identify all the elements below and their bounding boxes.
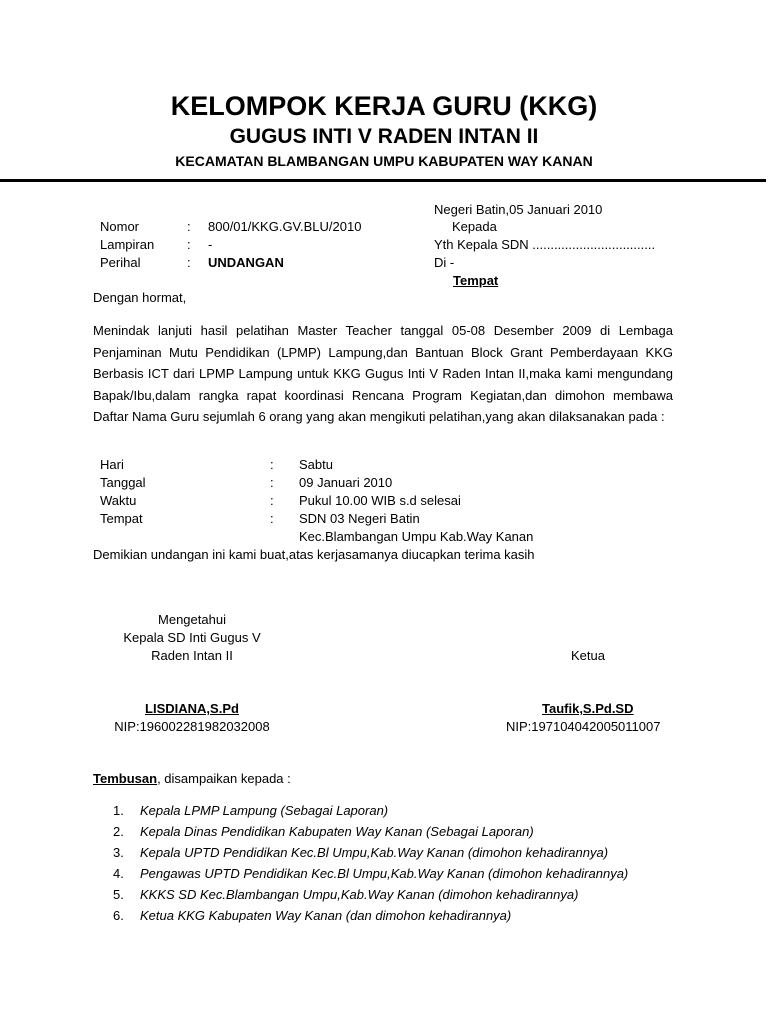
list-item	[113, 800, 628, 821]
list-item-number: 3.	[113, 845, 124, 860]
tembusan-list	[113, 800, 628, 926]
nomor-value: 800/01/KKG.GV.BLU/2010	[208, 219, 362, 234]
perihal-label: Perihal	[100, 255, 141, 270]
perihal-value: UNDANGAN	[208, 255, 284, 270]
list-item-text: KKKS SD Kec.Blambangan Umpu,Kab.Way Kanan (dimohon kehadirannya)	[140, 887, 579, 902]
list-item-text: Pengawas UPTD Pendidikan Kec.Bl Umpu,Kab.Way Kanan (dimohon kehadirannya)	[140, 866, 629, 881]
recipient-di: Di -	[434, 255, 455, 270]
list-item-number: 6.	[113, 908, 124, 923]
list-item-text: Ketua KKG Kabupaten Way Kanan (dan dimohon kehadirannya)	[140, 908, 512, 923]
recipient-tempat: Tempat	[453, 273, 499, 288]
waktu-label: Waktu	[100, 493, 137, 508]
list-item-text: Kepala Dinas Pendidikan Kabupaten Way Kanan (Sebagai Laporan)	[140, 824, 534, 839]
perihal-separator: :	[187, 255, 191, 270]
letterhead-title: KELOMPOK KERJA GURU (KKG)	[170, 91, 598, 121]
sign-right-name: Taufik,S.Pd.SD	[542, 701, 634, 716]
tembusan-label: Tembusan	[93, 771, 158, 786]
list-item-text: Kepala UPTD Pendidikan Kec.Bl Umpu,Kab.Way Kanan (dimohon kehadirannya)	[140, 845, 609, 860]
list-item-number: 4.	[113, 866, 124, 881]
list-item	[113, 863, 628, 884]
list-item	[113, 842, 628, 863]
tanggal-label: Tanggal	[100, 475, 146, 490]
recipient-yth: Yth Kepala SDN ..................................	[434, 237, 656, 252]
lampiran-separator: :	[187, 237, 191, 252]
list-item-text: Kepala LPMP Lampung (Sebagai Laporan)	[140, 803, 389, 818]
hari-value: Sabtu	[299, 457, 333, 472]
tempat-value: SDN 03 Negeri Batin	[299, 511, 420, 526]
place-date: Negeri Batin,05 Januari 2010	[434, 202, 603, 217]
list-item-number: 5.	[113, 887, 124, 902]
sign-left-line2: Kepala SD Inti Gugus V	[123, 630, 261, 645]
letterhead-district: KECAMATAN BLAMBANGAN UMPU KABUPATEN WAY KANAN	[175, 153, 593, 169]
tempat-separator: :	[270, 511, 274, 526]
tempat-label: Tempat	[100, 511, 143, 526]
sign-left-nip: NIP:196002281982032008	[114, 719, 270, 734]
lampiran-value: -	[208, 237, 213, 252]
hari-label: Hari	[100, 457, 124, 472]
list-item-number: 1.	[113, 803, 124, 818]
list-item	[113, 884, 628, 905]
tanggal-value: 09 Januari 2010	[299, 475, 393, 490]
sign-right-role: Ketua	[571, 648, 605, 663]
waktu-value: Pukul 10.00 WIB s.d selesai	[299, 493, 461, 508]
closing-text: Demikian undangan ini kami buat,atas kerjasamanya diucapkan terima kasih	[93, 547, 535, 562]
list-item	[113, 905, 628, 926]
nomor-label: Nomor	[100, 219, 140, 234]
sign-left-line3: Raden Intan II	[151, 648, 233, 663]
tanggal-separator: :	[270, 475, 274, 490]
list-item-number: 2.	[113, 824, 124, 839]
tembusan-heading	[93, 771, 291, 787]
sign-left-name: LISDIANA,S.Pd	[145, 701, 239, 716]
tempat-value-line2: Kec.Blambangan Umpu Kab.Way Kanan	[299, 529, 534, 544]
waktu-separator: :	[270, 493, 274, 508]
list-item	[113, 821, 628, 842]
tembusan-suffix: , disampaikan kepada :	[157, 771, 291, 786]
letterhead-subtitle: GUGUS INTI V RADEN INTAN II	[229, 125, 539, 148]
hari-separator: :	[270, 457, 274, 472]
lampiran-label: Lampiran	[100, 237, 155, 252]
sign-right-nip: NIP:197104042005011007	[506, 719, 661, 734]
recipient-kepada: Kepada	[452, 219, 497, 234]
nomor-separator: :	[187, 219, 191, 234]
salutation: Dengan hormat,	[93, 290, 187, 305]
sign-left-line1: Mengetahui	[158, 612, 226, 627]
body-paragraph: Menindak lanjuti hasil pelatihan Master Teacher tanggal 05-08 Desember 2009 di Lembaga Penjaminan Mutu Pendidikan (LPMP) Lampung,dan Bantuan Block Grant Pemberdayaan KKG Berbasis ICT dari LPMP Lampung untuk KKG Gugus Inti V Raden Intan II,maka kami mengundang Bapak/Ibu,dalam rangka rapat koordinasi Rencana Program Kegiatan,dan dimohon membawa Daftar Nama Guru sejumlah 6 orang yang akan mengikuti pelatihan,yang akan dilaksanakan pada :	[93, 323, 673, 424]
letterhead-divider	[0, 179, 766, 182]
